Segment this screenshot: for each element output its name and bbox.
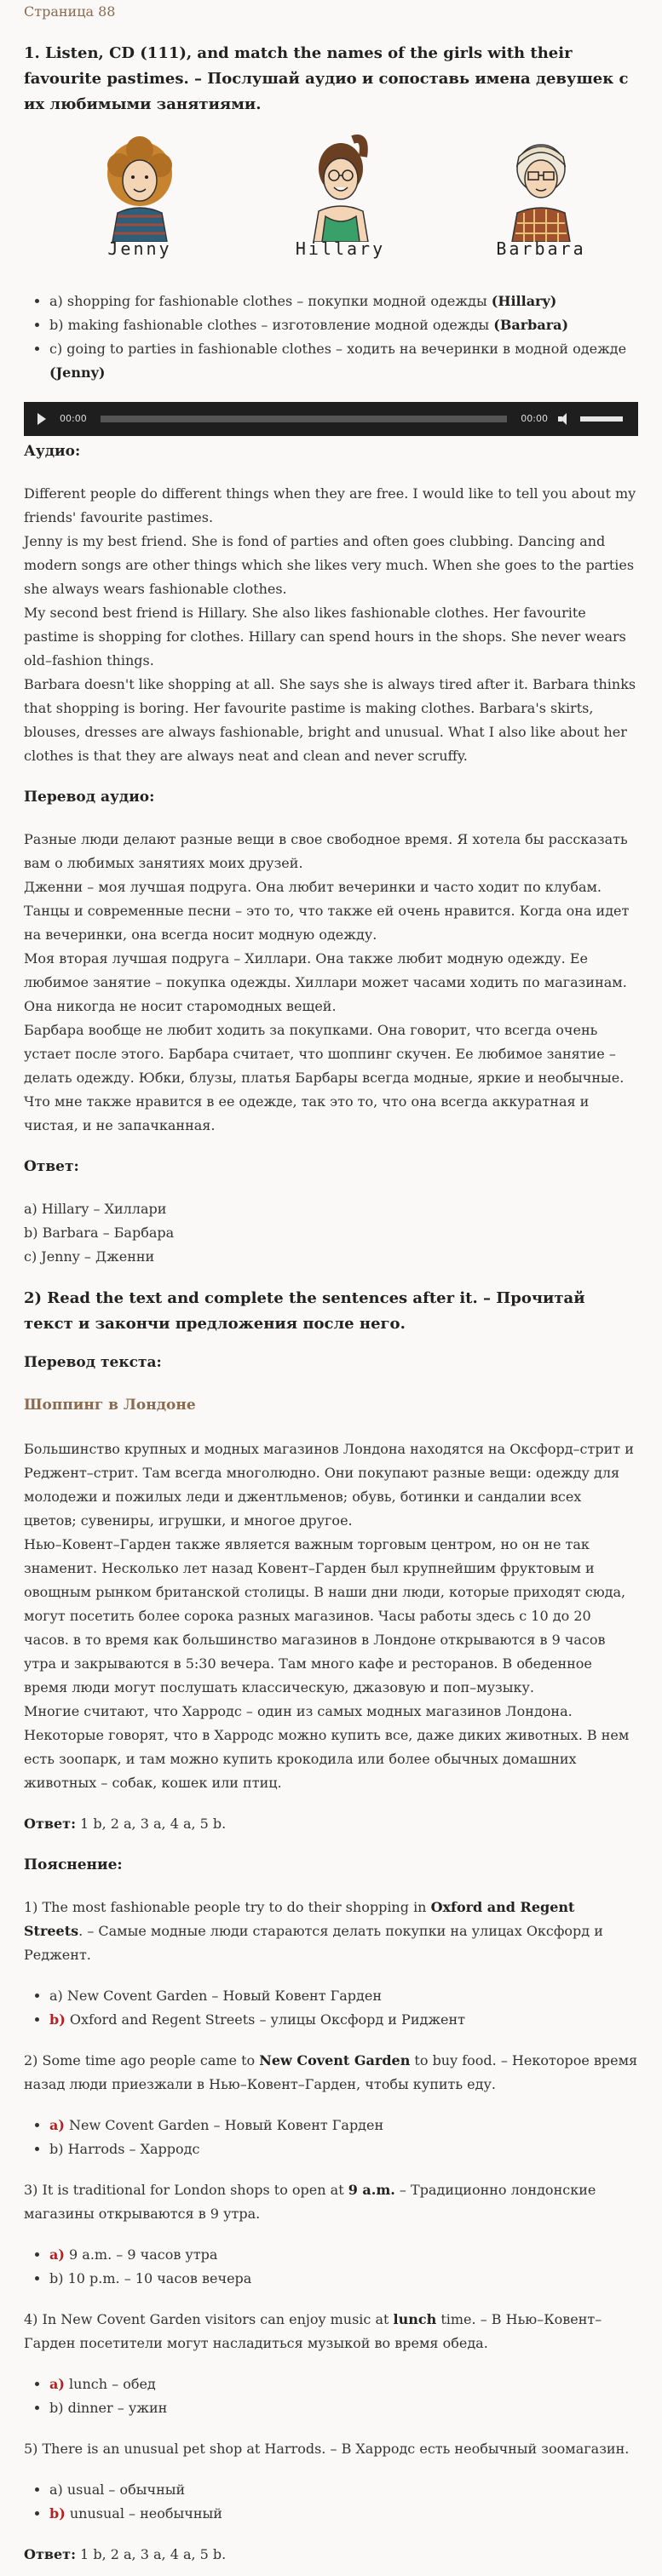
task2-heading: 2) Read the text and complete the sentences after it. – Прочитай текст и закончи предложения после него. — [24, 1289, 585, 1333]
list-item — [49, 2396, 638, 2420]
list-item — [49, 313, 638, 337]
shopping-title: Шоппинг в Лондоне — [24, 1397, 196, 1414]
paragraph: Моя вторая лучшая подруга – Хиллари. Она также любит модную одежду. Ее любимое занятие – покупка одежды. Хиллари может часами ходить по магазинам. Она никогда не носит старомодных вещей. — [24, 950, 627, 1014]
answer-line: a) Hillary – Хиллари — [24, 1201, 167, 1217]
paragraph: Многие считают, что Харродс – один из самых модных магазинов Лондона. Некоторые говорят, что в Харродс можно купить все, даже диких животных. В нем есть зоопарк, и там можно купить крокодила или более обычных домашних животных – собак, кошек или птиц. — [24, 1703, 630, 1791]
answer-label: Ответ: — [24, 2546, 76, 2562]
option-text: b) making fashionable clothes – изготовление модной одежды — [49, 317, 494, 333]
paragraph: Дженни – моя лучшая подруга. Она любит вечеринки и часто ходит по клубам. Танцы и современные песни – это то, что также ей очень нравится. Когда она идет на вечеринки, она всегда носит модную одежду. — [24, 879, 630, 943]
explanation-item-4 — [24, 2308, 638, 2420]
answer-value: 1 b, 2 a, 3 a, 4 a, 5 b. — [75, 2546, 227, 2562]
option-letter: a) — [49, 1988, 63, 2004]
page-number: Страница 88 — [24, 3, 116, 20]
option-answer: (Hillary) — [491, 293, 557, 309]
audio-total-time: 00:00 — [521, 413, 548, 424]
girl-name-hillary: Hillary — [295, 238, 386, 259]
option-text: Harrods – Харродс — [63, 2141, 200, 2157]
answer-line: b) Barbara – Барбара — [24, 1225, 175, 1241]
task2-answer — [24, 1812, 638, 1836]
option-text: dinner – ужин — [63, 2400, 168, 2416]
girl-name-barbara: Barbara — [496, 238, 586, 259]
sentence — [24, 2178, 638, 2226]
answer-label: Ответ: — [24, 1816, 76, 1832]
paragraph: Different people do different things when they are free. I would like to tell you about my friends' favourite pastimes. — [24, 485, 636, 525]
paragraph: Барбара вообще не любит ходить за покупками. Она говорит, что всегда очень устает после этого. Барбара считает, что шоппинг скучен. Ее любимое занятие – делать одежду. Юбки, блузы, платья Барбары всегда модные, яркие и необычные. Что мне также нравится в ее одежде, так это то, что она всегда аккуратная и чистая, и не запачканная. — [24, 1022, 625, 1133]
barbara-portrait-icon — [490, 131, 592, 242]
girl-hillary — [281, 131, 400, 261]
sentence-bold: 9 a.m. — [348, 2182, 395, 2198]
sentence-end: . – Самые модные люди стараются делать покупки на улицах Оксфорд и Реджент. — [24, 1923, 603, 1963]
option-text: unusual – необычный — [65, 2505, 222, 2521]
paragraph: Barbara doesn't like shopping at all. She says she is always tired after it. Barbara thinks that shopping is boring. Her favourite pastime is making clothes. Barbara's skirts, blouses, dresses are always fashionable, bright and unusual. What I also like about her clothes is that they are always neat and clean and never scruffy. — [24, 676, 636, 764]
task1-heading: 1. Listen, CD (111), and match the names of the girls with their favourite pastimes. – Послушай аудио и сопоставь имена девушек с их любимыми занятиями. — [24, 44, 629, 113]
hillary-portrait-icon — [290, 131, 392, 242]
list-item — [49, 337, 638, 385]
option-text: lunch – обед — [64, 2376, 156, 2392]
paragraph: Разные люди делают разные вещи в свое свободное время. Я хотела бы рассказать вам о любимых занятиях моих друзей. — [24, 831, 628, 871]
answer-line: c) Jenny – Дженни — [24, 1248, 155, 1265]
audio-label: Аудио: — [24, 443, 81, 460]
option-text: usual – обычный — [62, 2481, 186, 2498]
list-item — [49, 2137, 638, 2161]
explanation-item-2 — [24, 2049, 638, 2161]
sentence — [24, 2308, 638, 2355]
explanation-item-1 — [24, 1896, 638, 2032]
girl-name-jenny: Jenny — [107, 238, 172, 259]
paragraph: My second best friend is Hillary. She also likes fashionable clothes. Her favourite pastime is shopping for clothes. Hillary can spend hours in the shops. She never wears old–fashion things. — [24, 605, 626, 668]
girl-barbara — [481, 131, 601, 261]
option-answer: (Jenny) — [49, 364, 106, 381]
translation-label: Перевод аудио: — [24, 789, 155, 806]
explanation-item-3 — [24, 2178, 638, 2291]
volume-slider[interactable] — [580, 416, 623, 422]
options-list — [24, 2372, 638, 2420]
sentence-bold: Oxford and Regent Streets — [24, 1899, 575, 1939]
final-answer — [24, 2543, 638, 2567]
list-item — [49, 2008, 638, 2032]
shopping-text — [24, 1437, 638, 1795]
option-letter-correct: b) — [49, 2011, 66, 2028]
paragraph: Нью–Ковент–Гарден также является важным торговым центром, но он не так знаменит. Несколько лет назад Ковент–Гарден был крупнейшим фруктовым и овощным рынком британской столицы. В наши дни люди, которые приходят сюда, могут посетить более сорока разных магазинов. Часы работы здесь с 10 до 20 часов. в то время как большинство магазинов в Лондоне открываются в 9 часов утра и закрываются в 5:30 вечера. Там много кафе и ресторанов. В обеденное время люди могут послушать классическую, джазовую и поп–музыку. — [24, 1536, 626, 1695]
option-text: 9 a.m. – 9 часов утра — [64, 2246, 218, 2263]
audio-player — [24, 402, 638, 436]
task1-options — [24, 290, 638, 385]
explanation-item-5 — [24, 2437, 638, 2526]
text-translation-label: Перевод текста: — [24, 1354, 162, 1371]
sentence-start: 2) Some time ago people came to — [24, 2052, 260, 2068]
sentence — [24, 2437, 638, 2461]
option-text: New Covent Garden – Новый Ковент Гарден — [64, 2117, 384, 2133]
sentence-end: – Традиционно лондонские магазины открываются в 9 утра. — [24, 2182, 596, 2222]
girls-illustration — [24, 131, 638, 261]
translation-text — [24, 828, 638, 1138]
option-text: 10 p.m. – 10 часов вечера — [63, 2270, 252, 2286]
play-icon[interactable] — [37, 413, 46, 425]
option-letter: b) — [49, 2141, 64, 2157]
options-list — [24, 2243, 638, 2291]
option-text: a) shopping for fashionable clothes – покупки модной одежды — [49, 293, 492, 309]
list-item — [49, 2478, 638, 2502]
option-letter: b) — [49, 2400, 64, 2416]
girl-jenny — [80, 131, 199, 261]
option-answer: (Barbara) — [493, 317, 569, 333]
option-letter-correct: a) — [49, 2246, 65, 2263]
audio-progress-bar[interactable] — [101, 416, 508, 422]
options-list — [24, 2478, 638, 2526]
paragraph: Большинство крупных и модных магазинов Лондона находятся на Оксфорд–стрит и Реджент–стрит. Там всегда многолюдно. Они покупают разные вещи: одежду для молодежи и пожилых леди и джентльменов; обувь, ботинки и сандалии всех цветов; сувениры, игрушки, и многое другое. — [24, 1441, 634, 1529]
audio-current-time: 00:00 — [60, 413, 87, 424]
answer-label: Ответ: — [24, 1158, 79, 1175]
sentence-start: 3) It is traditional for London shops to open at — [24, 2182, 348, 2198]
task1-answers — [24, 1197, 638, 1269]
sentence-start: 4) In New Covent Garden visitors can enjoy music at — [24, 2311, 394, 2327]
sentence-end: to buy food. – Некоторое время назад люди приезжали в Нью–Ковент–Гарден, чтобы купить еду. — [24, 2052, 638, 2092]
option-letter: a) — [49, 2481, 63, 2498]
option-letter-correct: a) — [49, 2376, 65, 2392]
list-item — [49, 1984, 638, 2008]
audio-text — [24, 482, 638, 768]
list-item — [49, 2372, 638, 2396]
option-letter: b) — [49, 2270, 64, 2286]
paragraph: Jenny is my best friend. She is fond of parties and often goes clubbing. Dancing and modern songs are other things which she likes very much. When she goes to the parties she always wears fashionable clothes. — [24, 533, 635, 597]
list-item — [49, 2114, 638, 2137]
list-item — [49, 2267, 638, 2291]
sentence-bold: New Covent Garden — [259, 2052, 411, 2068]
jenny-portrait-icon — [89, 131, 191, 242]
option-text: New Covent Garden – Новый Ковент Гарден — [62, 1988, 383, 2004]
list-item — [49, 290, 638, 313]
explanation-label: Пояснение: — [24, 1856, 123, 1873]
option-text: c) going to parties in fashionable clothes – ходить на вечеринки в модной одежде — [49, 341, 627, 357]
options-list — [24, 2114, 638, 2161]
sentence-bold: lunch — [393, 2311, 437, 2327]
sentence-end: time. – В Нью–Ковент–Гарден посетители могут насладиться музыкой во время обеда. — [24, 2311, 602, 2351]
list-item — [49, 2243, 638, 2267]
sentence — [24, 1896, 638, 1967]
list-item — [49, 2502, 638, 2526]
sentence-start: 1) The most fashionable people try to do their shopping in — [24, 1899, 431, 1915]
option-letter-correct: b) — [49, 2505, 66, 2521]
answer-value: 1 b, 2 a, 3 a, 4 a, 5 b. — [75, 1816, 227, 1832]
option-letter-correct: a) — [49, 2117, 65, 2133]
sentence — [24, 2049, 638, 2097]
option-text: Oxford and Regent Streets – улицы Оксфорд и Риджент — [65, 2011, 466, 2028]
options-list — [24, 1984, 638, 2032]
volume-icon[interactable] — [558, 413, 570, 425]
sentence-start: 5) There is an unusual pet shop at Harrods. – В Харродс есть необычный зоомагазин. — [24, 2441, 630, 2457]
